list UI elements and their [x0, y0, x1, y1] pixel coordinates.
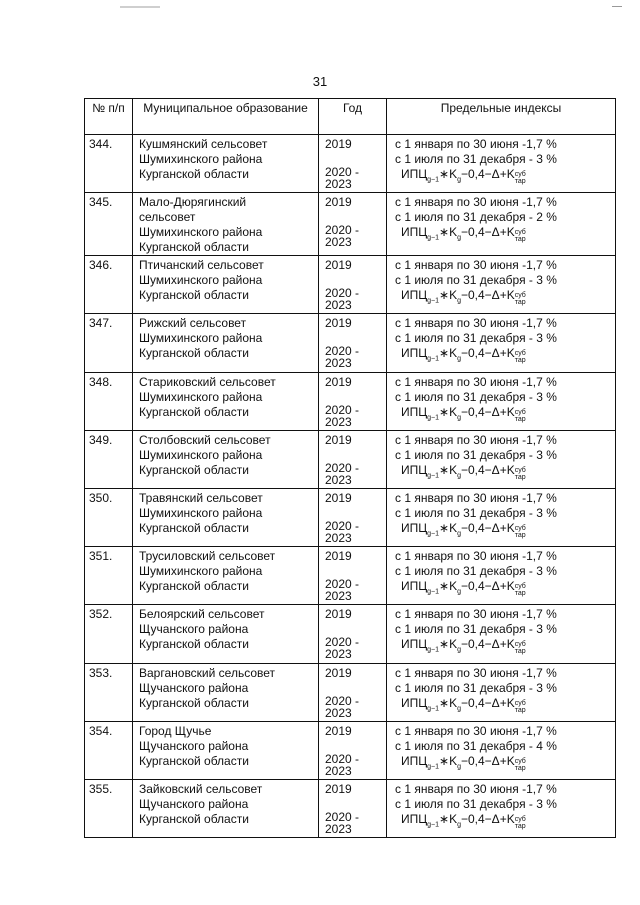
limit-index-cell — [387, 193, 616, 256]
formula-k-subscript-tariff: тар — [514, 531, 526, 539]
index-formula — [395, 404, 615, 423]
formula-ipc-subscript: g−1 — [427, 588, 440, 596]
formula-k: ∗K — [439, 346, 458, 361]
formula-k-subscript-tariff: тар — [514, 178, 526, 185]
municipality-name — [133, 663, 319, 721]
year-cell — [319, 372, 387, 430]
municipality-name-line: Шумихинского района — [139, 225, 263, 240]
row-number: 355. — [85, 779, 133, 837]
formula-k-subscript-tariff: тар — [514, 822, 526, 830]
year-range: 2020 - 2023 — [325, 577, 360, 604]
year-range: 2020 - 2023 — [325, 344, 360, 371]
formula-ipc-subscript: g−1 — [427, 763, 440, 771]
formula-rest: −0,4−Δ+K — [460, 579, 515, 594]
municipality-name-line: Шумихинского района — [139, 564, 263, 579]
formula-k-tariff-stack — [515, 467, 526, 481]
formula-k-subscript: g — [457, 588, 461, 596]
municipality-name-line: Травянский сельсовет — [139, 490, 263, 505]
formula-ipc-subscript: g−1 — [427, 234, 440, 242]
index-formula — [395, 637, 615, 656]
index-second-half: с 1 июля по 31 декабря - 3 % — [395, 389, 557, 404]
municipality-name-line: Шумихинского района — [139, 447, 263, 462]
formula-rest: −0,4−Δ+K — [460, 520, 515, 535]
municipality-name-line: Курганской области — [139, 695, 249, 710]
formula-k-tariff-stack — [515, 700, 526, 714]
limit-index-cell — [387, 430, 616, 488]
formula-k-subscript-tariff: тар — [514, 590, 526, 598]
index-formula — [395, 346, 615, 365]
table-row — [85, 314, 616, 372]
index-second-half: с 1 июля по 31 декабря - 2 % — [395, 210, 557, 225]
municipality-name-line: Курганской области — [139, 462, 249, 477]
row-number: 352. — [85, 605, 133, 663]
row-number: 353. — [85, 663, 133, 721]
index-formula — [395, 520, 615, 539]
index-second-half: с 1 июля по 31 декабря - 3 % — [395, 152, 557, 166]
year-cell — [319, 135, 387, 193]
index-formula — [395, 811, 615, 830]
municipality-name-line: Щучанского района — [139, 680, 249, 695]
year-cell — [319, 779, 387, 837]
index-first-half: с 1 января по 30 июня -1,7 % — [395, 137, 557, 151]
formula-k-subscript-tariff: тар — [514, 357, 526, 365]
municipality-name-line: Кушмянский сельсовет — [139, 137, 268, 151]
formula-k-tariff-stack — [515, 758, 526, 772]
municipality-name — [133, 372, 319, 430]
formula-rest: −0,4−Δ+K — [460, 167, 515, 181]
formula-k: ∗K — [439, 811, 458, 826]
year-2019: 2019 — [325, 607, 352, 622]
limit-index-cell — [387, 488, 616, 546]
year-cell — [319, 256, 387, 314]
formula-ipc: ИПЦ — [401, 520, 428, 535]
municipality-name-line: Белоярский сельсовет — [139, 607, 265, 622]
formula-k-subscript-tariff: тар — [514, 764, 526, 772]
formula-ipc-subscript: g−1 — [427, 530, 440, 538]
table-header — [85, 99, 616, 135]
row-number: 348. — [85, 372, 133, 430]
formula-k: ∗K — [439, 637, 458, 652]
municipality-name — [133, 605, 319, 663]
formula-k-superscript: суб — [514, 408, 526, 416]
year-2019: 2019 — [325, 137, 352, 151]
limit-index-cell — [387, 135, 616, 193]
formula-rest: −0,4−Δ+K — [460, 288, 515, 303]
municipality-name-line: Щучанского района — [139, 622, 249, 637]
index-formula — [395, 753, 615, 772]
municipality-name-line: Шумихинского района — [139, 331, 263, 346]
index-second-half: с 1 июля по 31 декабря - 3 % — [395, 680, 557, 695]
index-first-half: с 1 января по 30 июня -1,7 % — [395, 316, 557, 331]
formula-ipc: ИПЦ — [401, 753, 428, 768]
index-formula — [395, 462, 615, 481]
municipality-name-line: Курганской области — [139, 811, 249, 826]
index-first-half: с 1 января по 30 июня -1,7 % — [395, 607, 557, 622]
municipality-name — [133, 547, 319, 605]
formula-ipc: ИПЦ — [401, 579, 428, 594]
year-range: 2020 - 2023 — [325, 165, 360, 191]
index-first-half: с 1 января по 30 июня -1,7 % — [395, 723, 557, 738]
index-first-half: с 1 января по 30 июня -1,7 % — [395, 432, 557, 447]
index-formula — [395, 167, 615, 185]
formula-ipc-subscript: g−1 — [427, 646, 440, 654]
index-second-half: с 1 июля по 31 декабря - 3 % — [395, 331, 557, 346]
formula-rest: −0,4−Δ+K — [460, 346, 515, 361]
year-2019: 2019 — [325, 665, 352, 680]
municipality-name — [133, 256, 319, 314]
row-number: 349. — [85, 430, 133, 488]
formula-k-subscript: g — [457, 176, 461, 184]
municipality-name-line: Птичанский сельсовет — [139, 258, 264, 273]
formula-k: ∗K — [439, 404, 458, 419]
year-cell — [319, 605, 387, 663]
municipality-name — [133, 430, 319, 488]
year-2019: 2019 — [325, 195, 352, 210]
formula-k: ∗K — [439, 695, 458, 710]
page-number: 31 — [312, 74, 328, 89]
municipality-name-line: Курганской области — [139, 240, 249, 255]
year-2019: 2019 — [325, 549, 352, 564]
formula-ipc: ИПЦ — [401, 811, 428, 826]
year-cell — [319, 314, 387, 372]
formula-k-superscript: суб — [514, 524, 526, 532]
formula-k-subscript: g — [457, 763, 461, 771]
formula-rest: −0,4−Δ+K — [460, 225, 515, 240]
municipality-name-line: Курганской области — [139, 288, 249, 303]
formula-k-subscript: g — [457, 297, 461, 305]
municipality-name-line: Город Щучье — [139, 723, 212, 738]
limit-index-cell — [387, 721, 616, 779]
municipality-name-line: Стариковский сельсовет — [139, 374, 276, 389]
row-number: 347. — [85, 314, 133, 372]
formula-k-superscript: суб — [514, 641, 526, 649]
year-2019: 2019 — [325, 374, 352, 389]
formula-k-subscript-tariff: тар — [514, 415, 526, 423]
year-cell — [319, 193, 387, 256]
year-range: 2020 - 2023 — [325, 518, 360, 545]
formula-k: ∗K — [439, 462, 458, 477]
table-row — [85, 547, 616, 605]
index-first-half: с 1 января по 30 июня -1,7 % — [395, 549, 557, 564]
formula-k: ∗K — [439, 753, 458, 768]
municipality-name-line: Щучанского района — [139, 738, 249, 753]
header-municipality: Муниципальное образование — [133, 99, 319, 135]
formula-k-tariff-stack — [515, 583, 526, 597]
formula-k-subscript: g — [457, 704, 461, 712]
table-row — [85, 256, 616, 314]
formula-ipc: ИПЦ — [401, 346, 428, 361]
formula-k: ∗K — [439, 520, 458, 535]
index-second-half: с 1 июля по 31 декабря - 3 % — [395, 564, 557, 579]
formula-k: ∗K — [439, 167, 458, 181]
row-number: 346. — [85, 256, 133, 314]
municipality-name-line: Зайковский сельсовет — [139, 781, 263, 796]
index-table-container — [84, 98, 615, 838]
formula-rest: −0,4−Δ+K — [460, 462, 515, 477]
formula-k-superscript: суб — [514, 229, 526, 237]
limit-index-cell — [387, 547, 616, 605]
municipality-name — [133, 779, 319, 837]
municipality-name — [133, 721, 319, 779]
formula-k-tariff-stack — [515, 171, 526, 185]
formula-ipc: ИПЦ — [401, 462, 428, 477]
formula-k-subscript: g — [457, 472, 461, 480]
year-range: 2020 - 2023 — [325, 635, 360, 662]
municipality-name-line: Курганской области — [139, 753, 249, 768]
formula-k-subscript: g — [457, 646, 461, 654]
year-range: 2020 - 2023 — [325, 402, 360, 429]
year-range: 2020 - 2023 — [325, 460, 360, 487]
municipality-name-line: Шумихинского района — [139, 389, 263, 404]
index-second-half: с 1 июля по 31 декабря - 3 % — [395, 273, 557, 288]
table-row — [85, 779, 616, 837]
formula-k-tariff-stack — [515, 229, 526, 243]
formula-k-superscript: суб — [514, 350, 526, 358]
index-formula — [395, 695, 615, 714]
municipality-name-line: Курганской области — [139, 167, 249, 181]
index-formula — [395, 288, 615, 307]
formula-k-tariff-stack — [515, 409, 526, 423]
table-body — [85, 135, 616, 838]
formula-rest: −0,4−Δ+K — [460, 404, 515, 419]
formula-ipc-subscript: g−1 — [427, 413, 440, 421]
index-second-half: с 1 июля по 31 декабря - 3 % — [395, 622, 557, 637]
limit-index-cell — [387, 256, 616, 314]
table-row — [85, 193, 616, 256]
formula-k-tariff-stack — [515, 525, 526, 539]
limit-index-cell — [387, 372, 616, 430]
year-range: 2020 - 2023 — [325, 751, 360, 778]
formula-k-superscript: суб — [514, 699, 526, 707]
municipality-name-line: Варгановский сельсовет — [139, 665, 276, 680]
formula-k-tariff-stack — [515, 641, 526, 655]
table-row — [85, 372, 616, 430]
index-second-half: с 1 июля по 31 декабря - 3 % — [395, 447, 557, 462]
index-first-half: с 1 января по 30 июня -1,7 % — [395, 781, 557, 796]
municipality-name-line: Курганской области — [139, 520, 249, 535]
year-2019: 2019 — [325, 723, 352, 738]
formula-ipc-subscript: g−1 — [427, 704, 440, 712]
municipality-name-line: Курганской области — [139, 637, 249, 652]
municipality-name-line: Трусиловский сельсовет — [139, 549, 276, 564]
formula-ipc: ИПЦ — [401, 695, 428, 710]
row-number: 345. — [85, 193, 133, 256]
municipality-name-line: Курганской области — [139, 346, 249, 361]
table-row — [85, 135, 616, 193]
scan-artifact — [612, 6, 622, 7]
formula-k-subscript-tariff: тар — [514, 299, 526, 307]
formula-rest: −0,4−Δ+K — [460, 753, 515, 768]
formula-k-superscript: суб — [514, 757, 526, 765]
year-range: 2020 - 2023 — [325, 809, 360, 836]
header-year: Год — [319, 99, 387, 135]
municipality-name-line: Щучанского района — [139, 796, 249, 811]
municipality-name-line: Мало-Дюрягинский — [139, 195, 247, 210]
table-row — [85, 663, 616, 721]
formula-rest: −0,4−Δ+K — [460, 695, 515, 710]
formula-k-subscript: g — [457, 413, 461, 421]
table-row — [85, 605, 616, 663]
index-second-half: с 1 июля по 31 декабря - 3 % — [395, 505, 557, 520]
municipality-name-line: Шумихинского района — [139, 273, 263, 288]
municipality-name-line: Рижский сельсовет — [139, 316, 247, 331]
formula-k-subscript: g — [457, 234, 461, 242]
formula-k: ∗K — [439, 288, 458, 303]
year-cell — [319, 663, 387, 721]
municipality-name — [133, 314, 319, 372]
limit-index-cell — [387, 663, 616, 721]
municipality-name-line: Столбовский сельсовет — [139, 432, 271, 447]
index-first-half: с 1 января по 30 июня -1,7 % — [395, 258, 557, 273]
formula-k-subscript-tariff: тар — [514, 648, 526, 656]
municipality-name — [133, 135, 319, 193]
year-cell — [319, 488, 387, 546]
formula-ipc: ИПЦ — [401, 404, 428, 419]
municipality-name — [133, 193, 319, 256]
row-number: 351. — [85, 547, 133, 605]
year-cell — [319, 547, 387, 605]
formula-ipc: ИПЦ — [401, 225, 428, 240]
formula-ipc-subscript: g−1 — [427, 472, 440, 480]
index-first-half: с 1 января по 30 июня -1,7 % — [395, 195, 557, 210]
scan-artifact — [120, 6, 160, 8]
formula-ipc-subscript: g−1 — [427, 355, 440, 363]
limit-index-cell — [387, 779, 616, 837]
limit-index-cell — [387, 605, 616, 663]
row-number: 344. — [85, 135, 133, 193]
municipality-name-line: сельсовет — [139, 210, 196, 225]
year-cell — [319, 721, 387, 779]
formula-ipc: ИПЦ — [401, 167, 428, 181]
municipality-name-line: Шумихинского района — [139, 505, 263, 520]
year-range: 2020 - 2023 — [325, 223, 360, 250]
index-formula — [395, 225, 615, 244]
year-2019: 2019 — [325, 258, 352, 273]
formula-ipc-subscript: g−1 — [427, 821, 440, 829]
formula-k-subscript-tariff: тар — [514, 706, 526, 714]
year-2019: 2019 — [325, 781, 352, 796]
year-2019: 2019 — [325, 316, 352, 331]
header-limit-indices: Предельные индексы — [387, 99, 616, 135]
formula-k-superscript: суб — [514, 815, 526, 823]
formula-k-subscript: g — [457, 530, 461, 538]
limit-index-cell — [387, 314, 616, 372]
formula-k-subscript: g — [457, 355, 461, 363]
formula-k-superscript: суб — [514, 583, 526, 591]
year-2019: 2019 — [325, 432, 352, 447]
index-second-half: с 1 июля по 31 декабря - 3 % — [395, 796, 557, 811]
row-number: 354. — [85, 721, 133, 779]
formula-ipc: ИПЦ — [401, 288, 428, 303]
municipality-name-line: Курганской области — [139, 579, 249, 594]
table-row — [85, 721, 616, 779]
index-formula — [395, 579, 615, 598]
formula-rest: −0,4−Δ+K — [460, 811, 515, 826]
table-row — [85, 430, 616, 488]
formula-k-subscript-tariff: тар — [514, 473, 526, 481]
formula-ipc: ИПЦ — [401, 637, 428, 652]
formula-k: ∗K — [439, 579, 458, 594]
formula-k-tariff-stack — [515, 816, 526, 830]
header-number: № п/п — [85, 99, 133, 135]
index-table — [84, 98, 616, 838]
index-first-half: с 1 января по 30 июня -1,7 % — [395, 374, 557, 389]
formula-k-subscript-tariff: тар — [514, 236, 526, 244]
municipality-name — [133, 488, 319, 546]
formula-rest: −0,4−Δ+K — [460, 637, 515, 652]
index-first-half: с 1 января по 30 июня -1,7 % — [395, 490, 557, 505]
formula-k-superscript: суб — [514, 292, 526, 300]
year-cell — [319, 430, 387, 488]
year-2019: 2019 — [325, 490, 352, 505]
formula-k: ∗K — [439, 225, 458, 240]
table-row — [85, 488, 616, 546]
year-range: 2020 - 2023 — [325, 286, 360, 313]
formula-ipc-subscript: g−1 — [427, 176, 440, 184]
year-range: 2020 - 2023 — [325, 693, 360, 720]
formula-k-superscript: суб — [514, 171, 526, 178]
municipality-name-line: Шумихинского района — [139, 152, 263, 166]
formula-k-superscript: суб — [514, 466, 526, 474]
formula-k-tariff-stack — [515, 292, 526, 306]
formula-k-tariff-stack — [515, 350, 526, 364]
row-number: 350. — [85, 488, 133, 546]
index-first-half: с 1 января по 30 июня -1,7 % — [395, 665, 557, 680]
formula-ipc-subscript: g−1 — [427, 297, 440, 305]
formula-k-subscript: g — [457, 821, 461, 829]
municipality-name-line: Курганской области — [139, 404, 249, 419]
index-second-half: с 1 июля по 31 декабря - 4 % — [395, 738, 557, 753]
